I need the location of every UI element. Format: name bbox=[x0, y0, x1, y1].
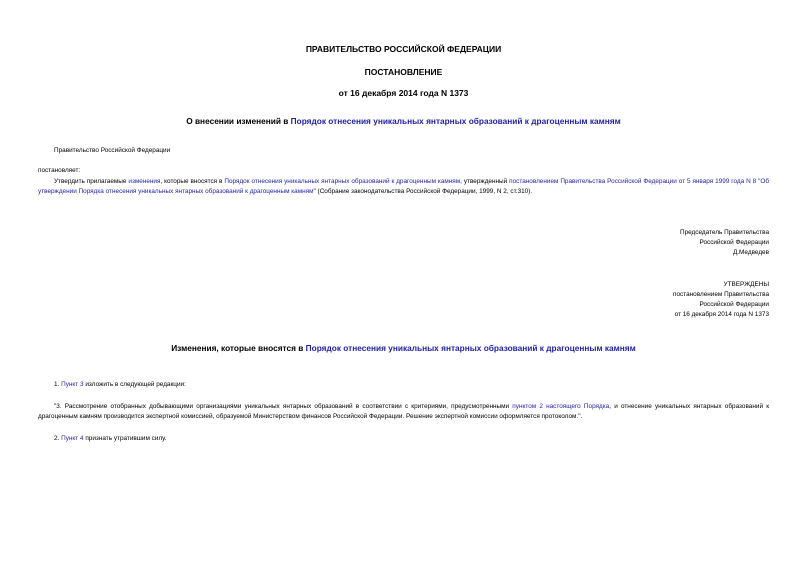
document-title-prefix: О внесении изменений в bbox=[186, 116, 291, 126]
quote-text: , и отнесение уникальных янтарных образований к драгоценным камням производится экспертной комиссией, образуемой Министерством финансов Российской Федерации. Решение экспертной комиссии оформляется протоколом.". bbox=[38, 403, 770, 420]
approval-line: постановлением Правительства bbox=[673, 291, 769, 298]
item-2 bbox=[54, 434, 167, 444]
paragraph-text: , утвержденный bbox=[460, 178, 510, 185]
approval-date: от 16 декабря 2014 года N 1373 bbox=[674, 311, 769, 318]
approval-block bbox=[0, 280, 769, 320]
item-number: 1. bbox=[54, 381, 62, 388]
document-type: ПОСТАНОВЛЕНИЕ bbox=[364, 67, 443, 77]
government-heading: ПРАВИТЕЛЬСТВО РОССИЙСКОЙ ФЕДЕРАЦИИ bbox=[305, 44, 502, 54]
changes-link[interactable]: изменения bbox=[128, 178, 161, 185]
quote-text: "3. Рассмотрение отобранных добывающими организациями уникальных янтарных образований в соответствии с критериями, предусмотренными bbox=[54, 403, 513, 410]
main-paragraph bbox=[38, 177, 769, 197]
order-link[interactable]: Порядок отнесения уникальных янтарных образований к драгоценным камням bbox=[224, 178, 461, 185]
title-order-link[interactable]: Порядок отнесения уникальных янтарных образований к драгоценным камням bbox=[290, 116, 621, 126]
point-2-link[interactable]: пунктом 2 настоящего Порядка bbox=[512, 403, 610, 410]
item-1 bbox=[54, 380, 186, 390]
signature-position: Председатель Правительства bbox=[680, 229, 769, 236]
changes-title bbox=[0, 343, 807, 353]
point-4-link[interactable]: Пункт 4 bbox=[61, 435, 84, 442]
issuer-text: Правительство Российской Федерации bbox=[54, 147, 171, 154]
signature-block bbox=[0, 228, 769, 258]
resolution-link[interactable]: постановлением Правительства Российской Федерации от 5 января 1999 года N 8 "Об утверждении Порядка отнесения уникальных янтарных образований к драгоценным камням bbox=[38, 178, 770, 195]
changes-title-prefix: Изменения, которые вносятся в bbox=[171, 343, 306, 353]
signature-name: Д.Медведев bbox=[732, 249, 769, 256]
changes-title-order-link[interactable]: Порядок отнесения уникальных янтарных образований к драгоценным камням bbox=[305, 343, 636, 353]
paragraph-text: Утвердить прилагаемые bbox=[54, 178, 129, 185]
point-3-link[interactable]: Пункт 3 bbox=[61, 381, 84, 388]
paragraph-text: , которые вносятся в bbox=[160, 178, 225, 185]
item-text: признать утратившим силу. bbox=[83, 435, 167, 442]
item-number: 2. bbox=[54, 435, 62, 442]
quoted-point-3 bbox=[38, 402, 769, 422]
approval-line: Российской Федерации bbox=[699, 301, 769, 308]
paragraph-text: " (Собрание законодательства Российской Федерации, 1999, N 2, ст.310). bbox=[313, 188, 533, 195]
document-title bbox=[0, 116, 807, 126]
signature-country: Российской Федерации bbox=[699, 239, 769, 246]
decrees-text: постановляет: bbox=[38, 167, 81, 174]
document-date-number: от 16 декабря 2014 года N 1373 bbox=[338, 88, 469, 98]
item-text: изложить в следующей редакции: bbox=[83, 381, 186, 388]
approval-heading: УТВЕРЖДЕНЫ bbox=[723, 281, 769, 288]
